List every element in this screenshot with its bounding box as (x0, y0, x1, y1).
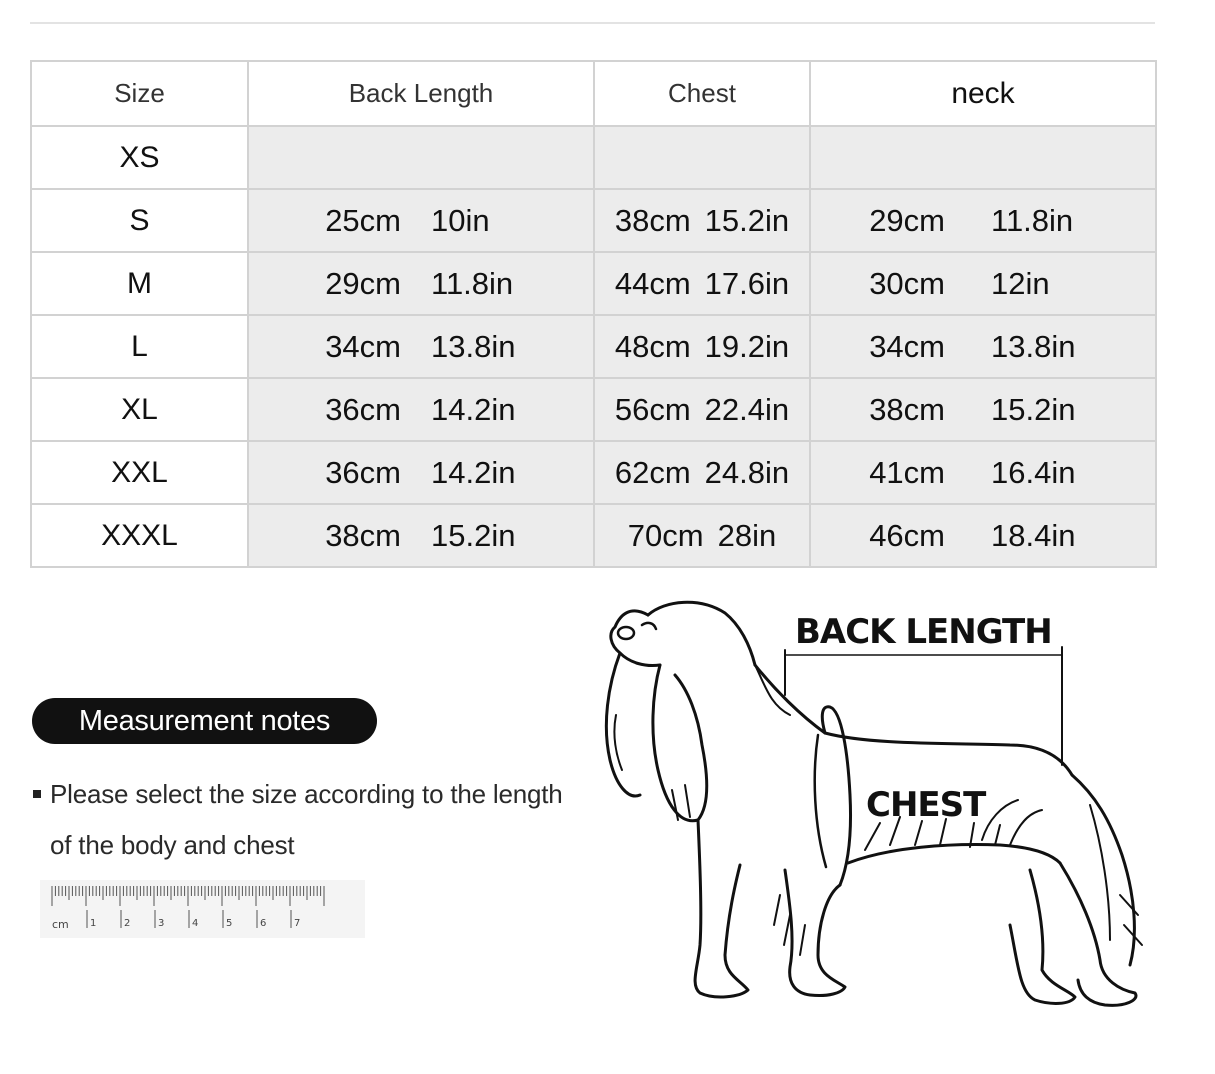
back-length-in-value: 14.2in (431, 454, 516, 490)
back-length-cm-value: 36cm (325, 391, 401, 427)
neck-cm-value: 38cm (869, 391, 945, 427)
size-cell: L (31, 315, 248, 378)
neck-cell (810, 441, 1156, 504)
header-chest: Chest (594, 61, 810, 126)
size-cell: M (31, 252, 248, 315)
back-length-cm-value: 36cm (325, 454, 401, 490)
table-row (31, 189, 1156, 252)
neck-cell (810, 252, 1156, 315)
header-back-length: Back Length (248, 61, 594, 126)
neck-cell (810, 315, 1156, 378)
back-length-cell (248, 378, 594, 441)
chest-in-value: 15.2in (704, 202, 790, 238)
size-cell: S (31, 189, 248, 252)
ruler-number: 6 (260, 918, 267, 929)
chest-in-value: 24.8in (704, 454, 790, 490)
back-length-cell (248, 126, 594, 189)
back-length-cm-value: 25cm (325, 202, 401, 238)
chest-cell (594, 252, 810, 315)
neck-cell (810, 504, 1156, 567)
measurement-notes-badge: Measurement notes (32, 698, 377, 744)
neck-in-value: 18.4in (991, 517, 1076, 553)
chest-cm-value: 62cm (614, 454, 691, 490)
chest-cell (594, 189, 810, 252)
chest-cell (594, 378, 810, 441)
table-row (31, 504, 1156, 567)
back-length-cell (248, 315, 594, 378)
chest-in-value: 19.2in (704, 328, 790, 364)
size-cell: XXL (31, 441, 248, 504)
header-size: Size (31, 61, 248, 126)
chest-cm-value: 44cm (614, 265, 691, 301)
chest-cm-value: 70cm (627, 517, 704, 553)
back-length-in-value: 13.8in (431, 328, 516, 364)
chest-cell (594, 126, 810, 189)
ruler-number: 3 (158, 918, 165, 929)
neck-cm-value: 41cm (869, 454, 945, 490)
back-length-cell (248, 252, 594, 315)
table-row (31, 441, 1156, 504)
neck-in-value: 13.8in (991, 328, 1076, 364)
table-row (31, 252, 1156, 315)
back-length-in-value: 14.2in (431, 391, 516, 427)
back-length-cell (248, 504, 594, 567)
back-length-label: BACK LENGTH (795, 612, 1052, 652)
ruler-icon (40, 880, 365, 938)
chest-cm-value: 38cm (614, 202, 691, 238)
neck-in-value: 16.4in (991, 454, 1076, 490)
ruler-number: 2 (124, 918, 131, 929)
back-length-cm-value: 38cm (325, 517, 401, 553)
neck-cell (810, 378, 1156, 441)
chest-in-value: 17.6in (704, 265, 790, 301)
bullet-icon (33, 790, 41, 798)
chest-cm-value: 56cm (614, 391, 691, 427)
back-length-in-value: 15.2in (431, 517, 516, 553)
ruler-number: 5 (226, 918, 233, 929)
back-length-in-value: 11.8in (431, 265, 514, 301)
ruler-unit-label: cm (52, 918, 69, 931)
size-cell: XS (31, 126, 248, 189)
note-text-line-2: of the body and chest (50, 830, 295, 860)
neck-cell (810, 126, 1156, 189)
table-row (31, 315, 1156, 378)
neck-in-value: 11.8in (991, 202, 1074, 238)
note-text-line-1: Please select the size according to the length (50, 779, 563, 809)
size-cell: XXXL (31, 504, 248, 567)
top-divider (30, 22, 1155, 24)
chest-cm-value: 48cm (614, 328, 691, 364)
back-length-cell (248, 189, 594, 252)
neck-in-value: 12in (991, 265, 1050, 301)
table-row (31, 378, 1156, 441)
neck-cm-value: 29cm (869, 202, 945, 238)
back-length-cm-value: 34cm (325, 328, 401, 364)
chest-cell (594, 504, 810, 567)
neck-cell (810, 189, 1156, 252)
neck-cm-value: 34cm (869, 328, 945, 364)
ruler-number: 4 (192, 918, 199, 929)
size-cell: XL (31, 378, 248, 441)
neck-cm-value: 30cm (869, 265, 945, 301)
neck-in-value: 15.2in (991, 391, 1076, 427)
back-length-cell (248, 441, 594, 504)
ruler-number: 1 (90, 918, 97, 929)
table-header-row (31, 61, 1156, 126)
back-length-cm-value: 29cm (325, 265, 401, 301)
neck-cm-value: 46cm (869, 517, 945, 553)
table-row (31, 126, 1156, 189)
chest-in-value: 28in (717, 517, 777, 553)
chest-in-value: 22.4in (704, 391, 790, 427)
chest-cell (594, 441, 810, 504)
back-length-in-value: 10in (431, 202, 490, 238)
chest-cell (594, 315, 810, 378)
ruler-number: 7 (294, 918, 301, 929)
header-neck: neck (810, 61, 1156, 126)
size-chart-table (30, 60, 1157, 568)
chest-label: CHEST (866, 785, 986, 825)
